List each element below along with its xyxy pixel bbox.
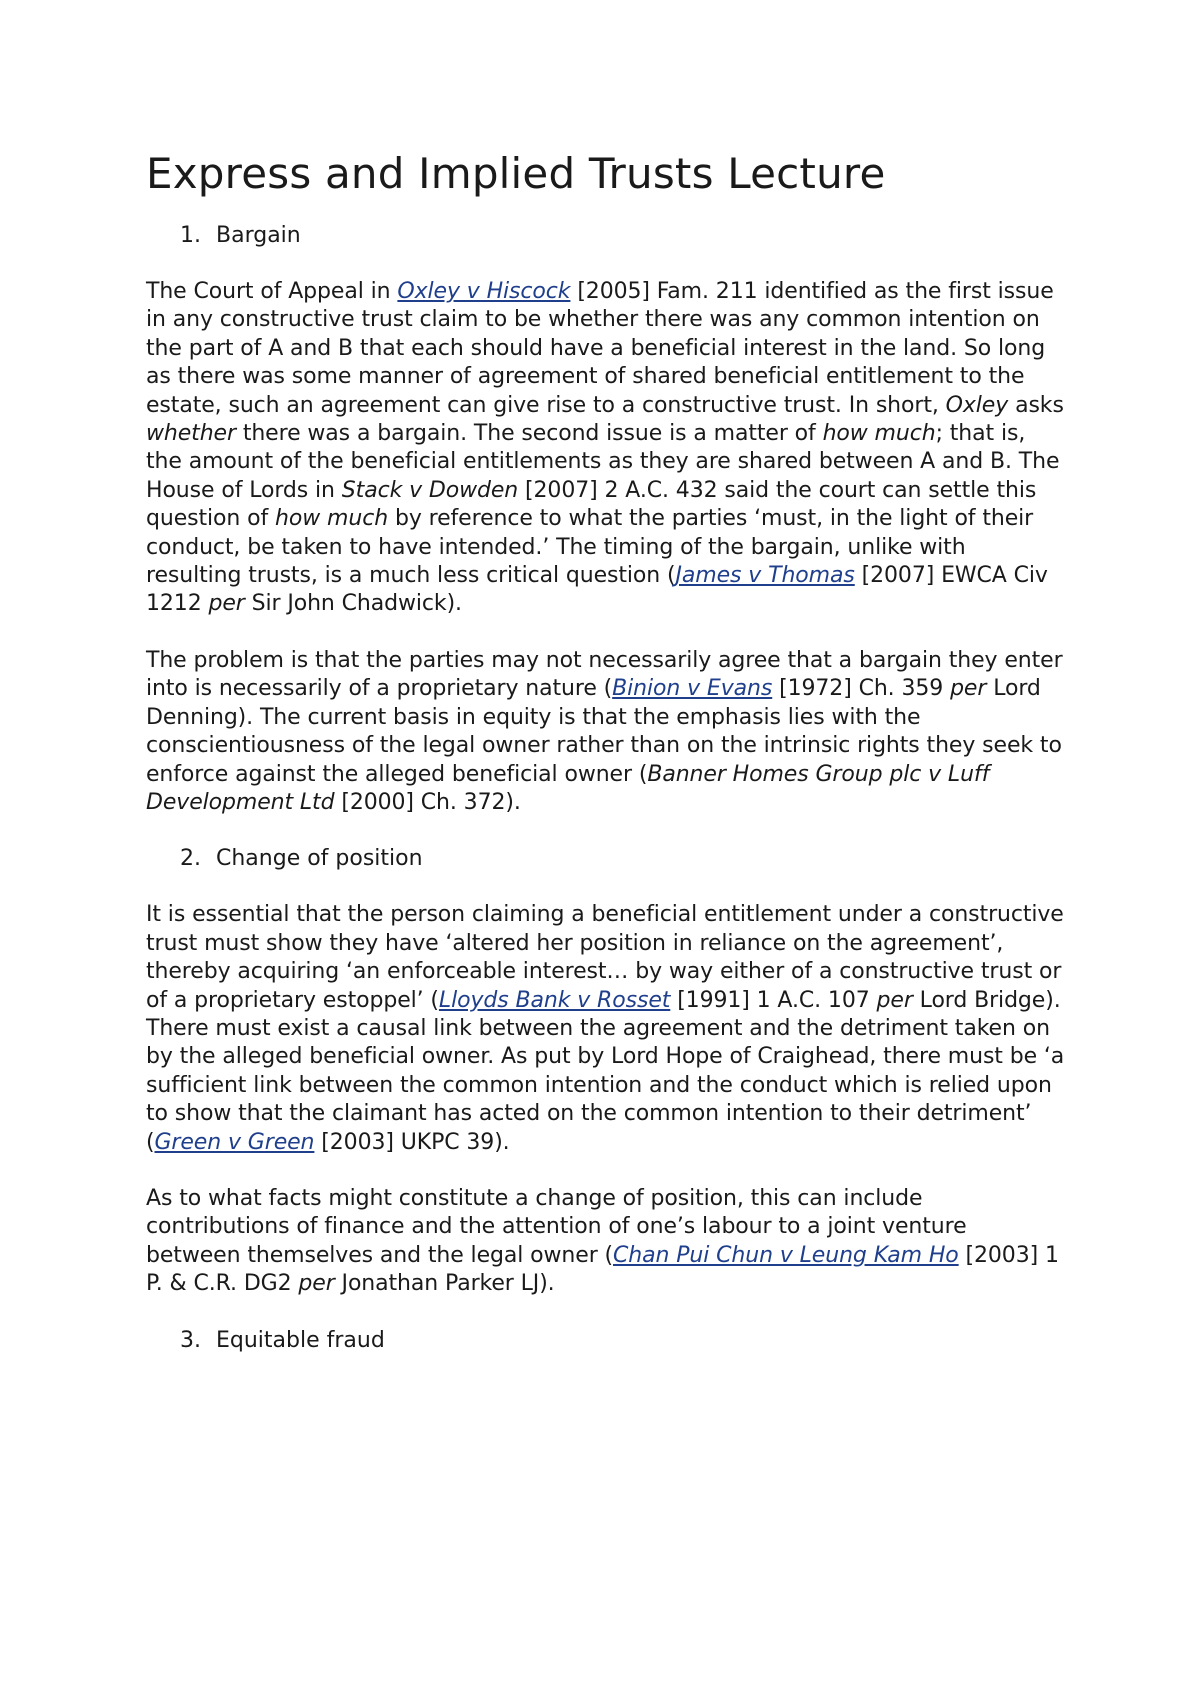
section-number: 3. [180, 1327, 201, 1353]
text-run: Sir John Chadwick). [244, 591, 462, 617]
text-run: [2007] EWCA Civ 1212 [146, 563, 1048, 617]
section-heading-label: Change of position [216, 846, 423, 872]
text-run: [2003] 1 P. & C.R. DG2 [146, 1242, 1059, 1297]
case-link-oxley-v-hiscock[interactable]: Oxley v Hiscock [397, 279, 571, 304]
paragraph-binion [146, 647, 1066, 817]
section-number: 2. [180, 846, 201, 872]
text-run: [2003] UKPC 39). [314, 1129, 510, 1155]
text-run: Lord Denning). The current basis in equity is that the emphasis lies with the conscientiousness of the legal owner rather than on the intrinsic rights they seek to enforce against the alleged beneficial owner ( [146, 676, 1062, 787]
case-link-james-v-thomas[interactable]: James v Thomas [675, 563, 855, 589]
section-heading-label: Bargain [216, 223, 301, 248]
text-run: there was a bargain. The second issue is a matter of [235, 421, 823, 447]
italic-run: whether [146, 421, 236, 447]
section-heading-equitable-fraud [180, 1327, 1066, 1355]
case-link-chan-pui-chun-v-leung-kam-ho[interactable]: Chan Pui Chun v Leung Kam Ho [613, 1242, 959, 1268]
section-heading-bargain [180, 222, 1066, 250]
italic-run: per [950, 676, 987, 702]
case-link-green-v-green[interactable]: Green v Green [154, 1129, 315, 1155]
text-run: by reference to what the parties ‘must, in the light of their conduct, be taken to have intended.’ The timing of the bargain, unlike with resulting trusts, is a much less critical question ( [146, 506, 1034, 589]
document-title: Express and Implied Trusts Lecture [146, 149, 886, 198]
text-run: [2000] Ch. 372). [334, 789, 521, 815]
italic-run: per [876, 987, 913, 1013]
paragraph-chan-pui-chun [146, 1185, 1066, 1299]
text-run: Lord Bridge). There must exist a causal link between the agreement and the detriment taken on by the alleged beneficial owner. As put by Lord Hope of Craighead, there must be ‘a sufficient link between the common intention and the conduct which is relied upon to show that the claimant has acted on the common intention to their detriment’ ( [146, 987, 1065, 1155]
text-run: ; that is, the amount of the beneficial entitlements as they are shared between A and B. The House of Lords in [146, 421, 1060, 503]
italic-run: per [298, 1271, 335, 1297]
italic-run: Oxley [945, 392, 1009, 418]
text-run: [2005] Fam. 211 identified as the first issue in any constructive trust claim to be whether there was any common intention on the part of A and B that each should have a beneficial interest in the land. So long as there was some manner of agreement of shared beneficial entitlement to the estate, such an agreement can give rise to a constructive trust. In short, [146, 279, 1054, 418]
case-link-binion-v-evans[interactable]: Binion v Evans [612, 676, 773, 702]
text-run: As to what facts might constitute a change of position, this can include contributions of finance and the attention of one’s labour to a joint venture between themselves and the legal owner ( [146, 1185, 967, 1268]
text-run: The Court of Appeal in [146, 279, 398, 304]
paragraph-rosset [146, 901, 1066, 1157]
italic-run: per [208, 591, 245, 617]
text-run: [1991] 1 A.C. 107 [670, 987, 877, 1013]
italic-run: how much [822, 421, 936, 447]
section-number: 1. [180, 223, 201, 248]
text-run: Jonathan Parker LJ). [334, 1271, 555, 1297]
section-heading-label: Equitable fraud [216, 1327, 385, 1353]
case-link-lloyds-bank-v-rosset[interactable]: Lloyds Bank v Rosset [438, 987, 671, 1013]
paragraph-oxley [146, 278, 1066, 619]
text-run: asks [1008, 392, 1064, 418]
document-page [146, 146, 1066, 1383]
text-run: The problem is that the parties may not necessarily agree that a bargain they enter into is necessarily of a proprietary nature ( [146, 647, 1063, 702]
section-heading-change-of-position [180, 845, 1066, 873]
text-run: [2007] 2 A.C. 432 said the court can settle this question of [146, 477, 1037, 532]
italic-run: Stack v Dowden [341, 477, 519, 503]
text-run: [1972] Ch. 359 [772, 676, 951, 702]
text-run: It is essential that the person claiming a beneficial entitlement under a constructive trust must show they have ‘altered her position in reliance on the agreement’, thereby acquiring ‘an enforceable interest… by way either of a constructive trust or of a proprietary estoppel’ ( [146, 902, 1064, 1013]
italic-run: how much [275, 506, 389, 532]
italic-run: Banner Homes Group plc v Luff Development Ltd [146, 761, 990, 815]
